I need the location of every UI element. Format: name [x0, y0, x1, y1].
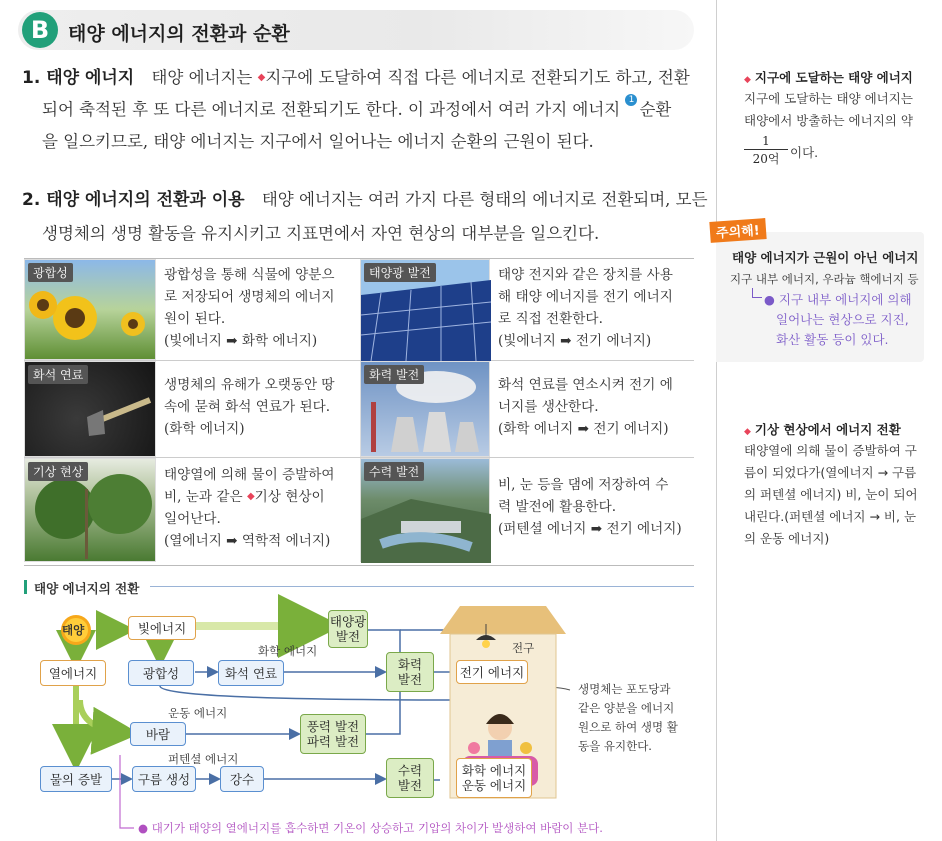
fraction: 1 20억	[744, 134, 788, 167]
side-note-2-heading: ◆ 기상 현상에서 에너지 전환	[744, 422, 901, 437]
electric-energy-box: 전기 에너지	[456, 660, 528, 684]
bulb-label: 전구	[512, 641, 535, 655]
cell-text-weather: 태양열에 의해 물이 증발하여 비, 눈과 같은 ◆기상 현상이 일어난다. (열에너지 ➡ 역학적 에너지)	[164, 467, 335, 549]
caution-tag: 주의해!	[709, 218, 766, 243]
cell-text-solar: 태양 전지와 같은 장치를 사용 해 태양 에너지를 전기 에너지 로 직접 전환한다. (빛에너지 ➡ 전기 에너지)	[498, 267, 673, 349]
potential-energy-label: 퍼텐셜 에너지	[168, 752, 239, 766]
bullet-icon: ●	[138, 821, 152, 835]
cell-text-hydro: 비, 눈 등을 댐에 저장하여 수 력 발전에 활용한다. (퍼텐셜 에너지 ➡ 전기 에너지)	[498, 477, 682, 537]
chemical-energy-label: 화학 에너지	[258, 644, 318, 658]
organism-callout: 생명체는 포도당과 같은 양분을 에너지 원으로 하여 생명 활 동을 유지한다.	[578, 682, 678, 753]
photosynthesis-box: 광합성	[128, 660, 194, 686]
paragraph-2-label: 2. 태양 에너지의 전환과 이용	[22, 190, 245, 210]
caution-detail: ● 지구 내부 에너지에 의해 일어나는 현상으로 지진, 화산 활동 등이 있다.	[764, 292, 912, 347]
sidebar-divider	[716, 0, 717, 841]
side-note-1-heading: ◆ 지구에 도달하는 태양 에너지	[744, 70, 913, 85]
cell-tag: 화력 발전	[364, 365, 424, 384]
section-title: 태양 에너지의 전환과 순환	[68, 23, 290, 45]
solar-power-box: 태양광 발전	[328, 610, 368, 648]
footnote-number-icon: 1	[625, 94, 637, 106]
sun-label: 태양	[62, 623, 85, 637]
wind-box: 바람	[130, 722, 186, 746]
diagram-footnote: ● 대기가 태양의 열에너지를 흡수하면 기온이 상승하고 기압의 차이가 발생하여 바람이 분다.	[138, 821, 603, 835]
side-note-2-body: 태양열에 의해 물이 증발하여 구 름이 되었다가(열에너지 → 구름 의 퍼텐셜 에너지) 비, 눈이 되어 내린다.(퍼텐셜 에너지 → 비, 눈 의 운동 에너지)	[744, 443, 918, 546]
cell-tag: 태양광 발전	[364, 263, 436, 282]
cell-text-photosynthesis: 광합성을 통해 식물에 양분으 로 저장되어 생명체의 에너지 원이 된다. (빛에너지 ➡ 화학 에너지)	[164, 267, 335, 349]
note-marker-icon: ◆	[744, 75, 751, 85]
caution-heading: 태양 에너지가 근원이 아닌 에너지	[732, 250, 919, 265]
note-marker-icon: ◆	[246, 491, 255, 502]
paragraph-1-line-3: 을 일으키므로, 태양 에너지는 지구에서 일어나는 에너지 순환의 근원이 된다.	[42, 132, 594, 151]
cell-tag: 화석 연료	[28, 365, 88, 384]
section-badge: B	[22, 12, 58, 48]
paragraph-2-line-1: 2. 태양 에너지의 전환과 이용 태양 에너지는 여러 가지 다른 형태의 에너지로 전환되며, 모든	[22, 190, 708, 210]
diagram-title: 태양 에너지의 전환	[34, 581, 140, 596]
cloud-formation-box: 구름 생성	[132, 766, 196, 792]
cell-text-fossil: 생명체의 유해가 오랫동안 땅 속에 묻혀 화석 연료가 된다. (화학 에너지)	[164, 377, 335, 437]
paragraph-1-label: 1. 태양 에너지	[22, 68, 135, 88]
caution-line-1: 지구 내부 에너지, 우라늄 핵에너지 등	[730, 272, 919, 286]
kinetic-energy-label: 운동 에너지	[168, 706, 228, 720]
note-marker-icon: ◆	[257, 72, 266, 83]
cell-tag: 광합성	[28, 263, 73, 282]
thermal-power-box: 화력 발전	[386, 652, 434, 692]
evaporation-box: 물의 증발	[40, 766, 112, 792]
house-energy-box: 화학 에너지 운동 에너지	[456, 758, 532, 798]
light-energy-box: 빛에너지	[128, 616, 196, 640]
hydro-power-box: 수력 발전	[386, 758, 434, 798]
paragraph-1-line-2: 되어 축적된 후 또 다른 에너지로 전환되기도 한다. 이 과정에서 여러 가지 에너지 1 순환	[42, 95, 672, 119]
note-marker-icon: ◆	[744, 427, 751, 437]
bullet-icon: ●	[764, 292, 779, 307]
cell-tag: 기상 현상	[28, 462, 88, 481]
side-note-1-line-2: 태양에서 방출하는 에너지의 약	[744, 113, 913, 128]
paragraph-1-line-1: 1. 태양 에너지 태양 에너지는 ◆지구에 도달하여 직접 다른 에너지로 전환되기도 하고, 전환	[22, 68, 690, 88]
cell-tag: 수력 발전	[364, 462, 424, 481]
side-note-1-tail: 이다.	[790, 145, 819, 160]
side-note-1-line-1: 지구에 도달하는 태양 에너지는	[744, 91, 913, 106]
cell-text-thermal: 화석 연료를 연소시켜 전기 에 너지를 생산한다. (화학 에너지 ➡ 전기 에너지)	[498, 377, 673, 437]
wind-wave-power-box: 풍력 발전 파력 발전	[300, 714, 366, 754]
paragraph-2-line-2: 생명체의 생명 활동을 유지시키고 지표면에서 자연 현상의 대부분을 일으킨다.	[42, 224, 600, 243]
heat-energy-box: 열에너지	[40, 660, 106, 686]
precipitation-box: 강수	[220, 766, 264, 792]
fossil-fuel-box: 화석 연료	[218, 660, 284, 686]
